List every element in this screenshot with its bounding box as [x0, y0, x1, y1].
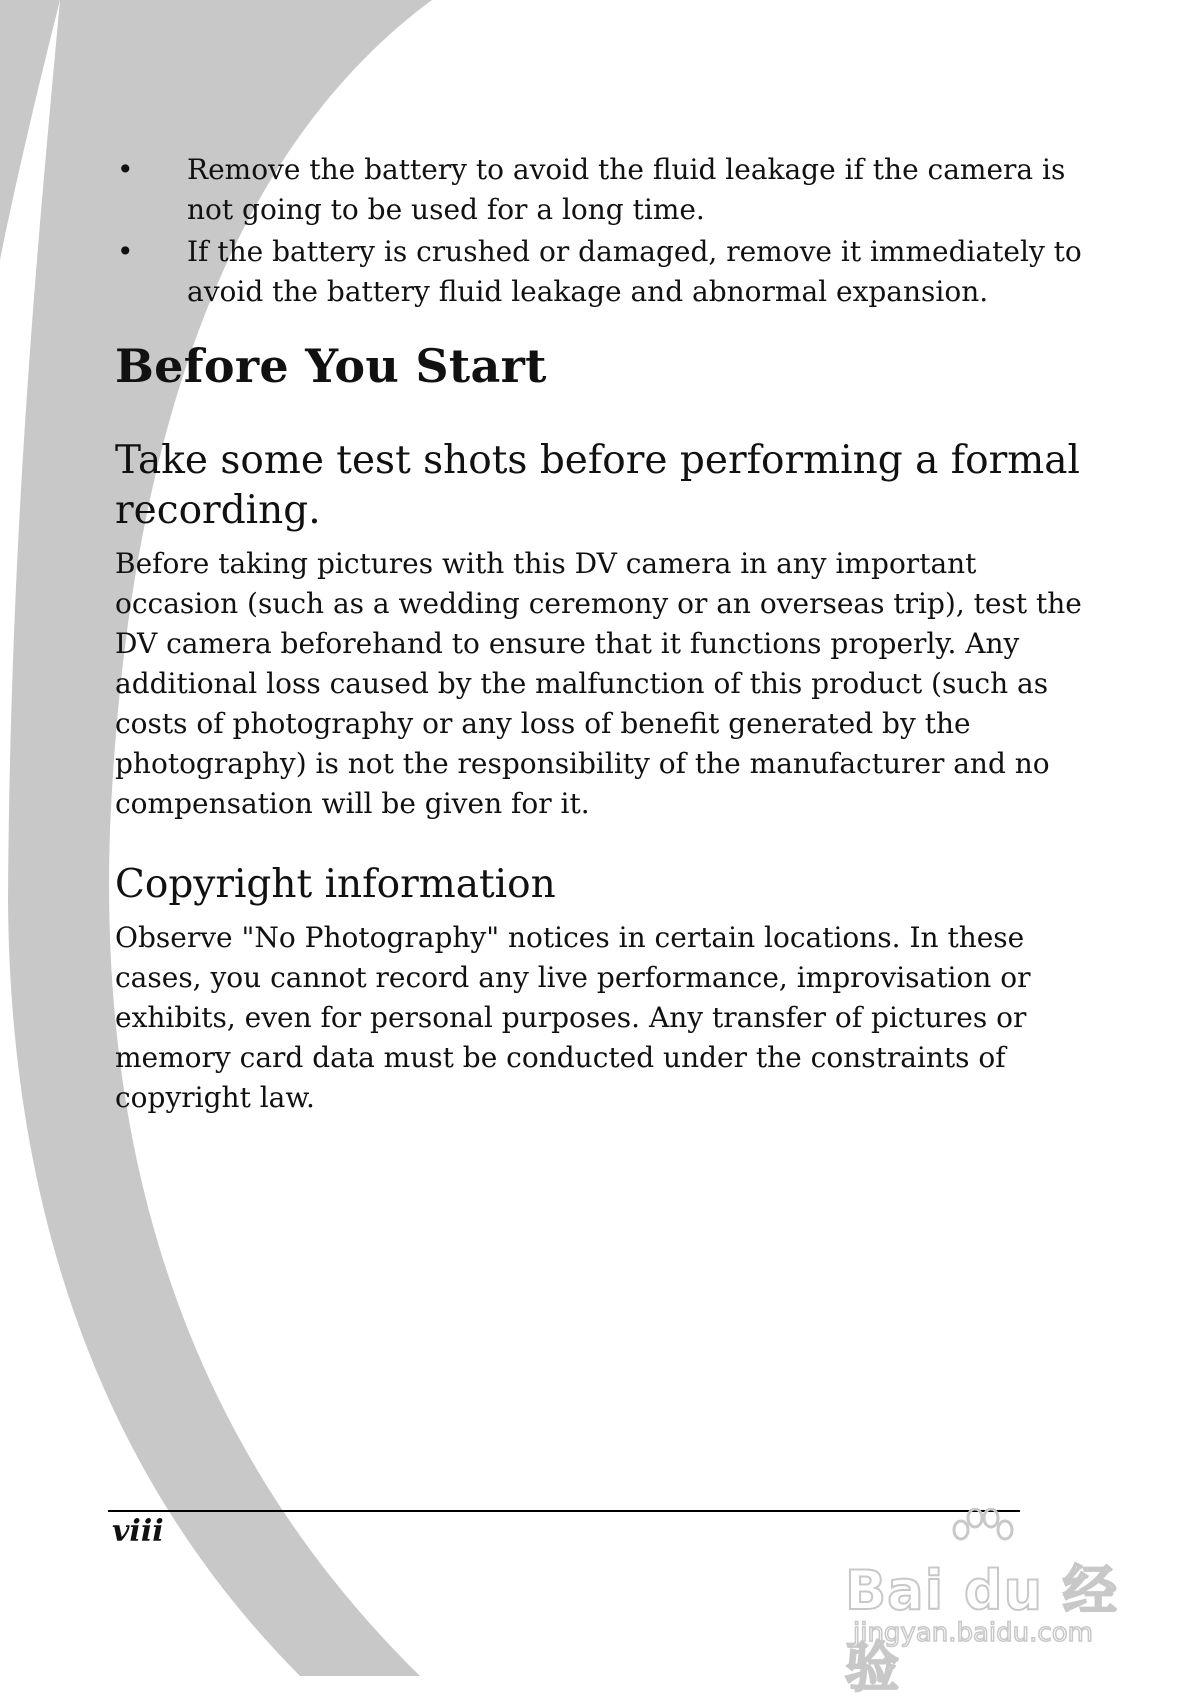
baidu-watermark: [845, 1508, 1125, 1699]
watermark-logo-text: Bai du 经验: [845, 1559, 1118, 1699]
bullet-dot: •: [117, 153, 134, 186]
bullet-text: Remove the battery to avoid the fluid leakage if the camera is not going to be used for a long time.: [187, 153, 1066, 226]
copyright-heading: Copyright information: [115, 862, 556, 907]
bullet-text: If the battery is crushed or damaged, remove it immediately to avoid the battery fluid leakage and abnormal expansion.: [187, 235, 1082, 308]
test-shots-paragraph: Before taking pictures with this DV camera in any important occasion (such as a wedding ceremony or an overseas trip), test the DV camera beforehand to ensure that it functions properly. Any additional loss caused by the malfunction of this product (such as costs of photography or any loss of benefit generated by the photography) is not the responsibility of the manufacturer and no compensation will be given for it.: [115, 547, 1082, 820]
test-shots-heading: Take some test shots before performing a formal recording.: [115, 438, 1081, 533]
copyright-paragraph: Observe "No Photography" notices in certain locations. In these cases, you cannot record any live performance, improvisation or exhibits, even for personal purposes. Any transfer of pictures or memory card data must be conducted under the constraints of copyright law.: [115, 921, 1031, 1114]
bullet-dot: •: [117, 235, 134, 268]
battery-bullet-list: [115, 150, 1095, 312]
bullet-item: [115, 232, 1095, 312]
watermark-url: jingyan.baidu.com: [853, 1618, 1093, 1648]
section-title: Before You Start: [115, 339, 547, 393]
page-number: viii: [112, 1514, 164, 1549]
bullet-item: [115, 150, 1095, 230]
page-content: [115, 150, 1095, 1118]
